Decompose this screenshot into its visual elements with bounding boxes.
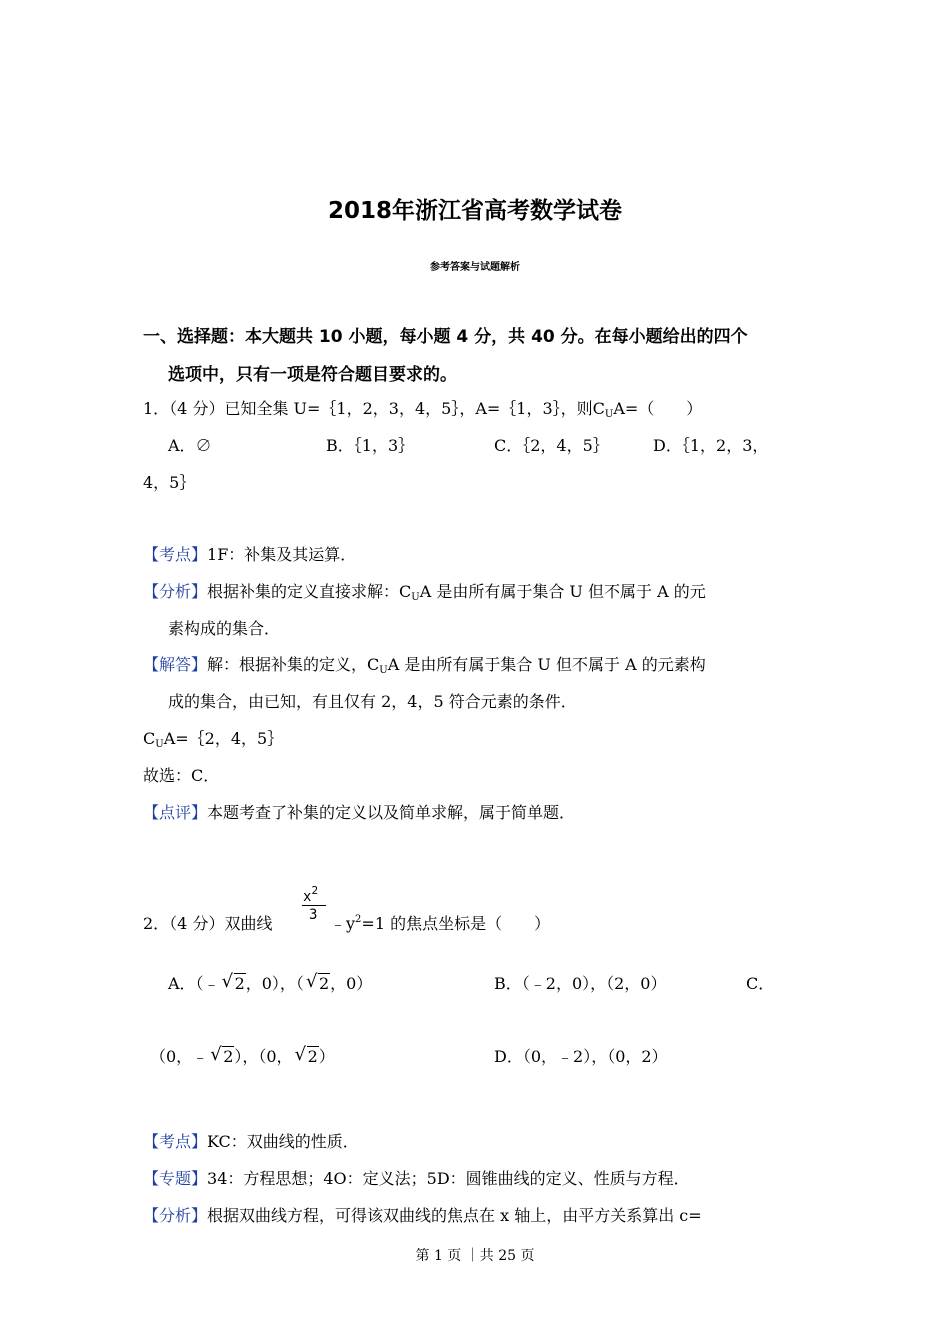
q2-stem-b: $﹣y^2=1$ 的焦点坐标是（ ） — [330, 914, 551, 933]
sqrt-expression: √ 2 — [305, 971, 330, 993]
q1-jieda: 【解答】解：根据补集的定义，$C_UA$ 是由所有属于集合 U 但不属于 A 的元素构 — [143, 655, 706, 676]
q1-dianping: 【点评】本题考查了补集的定义以及简单求解，属于简单题． — [143, 803, 576, 822]
page-footer: 第 1 页 ｜共 25 页 — [415, 1248, 535, 1264]
q1-option-d: D．｛1，2，3， — [653, 436, 769, 455]
q2-stem-a: 2．（4 分）双曲线 — [143, 914, 273, 933]
q1-option-c: C．｛2，4，5｝ — [494, 436, 609, 455]
q2-option-d: D．（0，﹣2），（0，2） — [494, 1047, 668, 1066]
q2-fraction-denominator: 3 — [309, 907, 318, 923]
q2-option-a: A．（﹣ √ 2，0），（ √ 2，0） — [168, 971, 373, 993]
q1-option-a: A．∅ — [168, 436, 212, 455]
q1-fenxi: 【分析】根据补集的定义直接求解：$C_UA$ 是由所有属于集合 U 但不属于 A 的元 — [143, 582, 706, 603]
section-heading-line1: 一、选择题：本大题共 10 小题，每小题 4 分，共 40 分。在每小题给出的四个 — [143, 327, 748, 347]
q2-fenxi: 【分析】根据双曲线方程，可得该双曲线的焦点在 x 轴上，由平方关系算出 c= — [143, 1206, 702, 1225]
sqrt-expression: √ 2 — [210, 1044, 234, 1066]
paper-title: 2018年浙江省高考数学试卷 — [327, 198, 622, 224]
section-heading-line2: 选项中，只有一项是符合题目要求的。 — [168, 365, 457, 385]
q1-choice: 故选：C． — [143, 766, 220, 785]
q1-fenxi-line2: 素构成的集合． — [168, 619, 281, 638]
q1-result: $C_UA=\{2$，4，5｝ — [143, 729, 284, 750]
q2-fraction-numerator: $x^2$ — [303, 884, 319, 905]
q1-option-d-cont: 4，5｝ — [143, 473, 196, 492]
q1-jieda-line2: 成的集合，由已知，有且仅有 2，4，5 符合元素的条件． — [168, 692, 577, 711]
q1-stem: 1．（4 分）已知全集 U=｛1，2，3，4，5｝，A=｛1，3｝，则$C_UA=$（ ） — [143, 399, 703, 420]
paper-subtitle: 参考答案与试题解析 — [430, 262, 520, 273]
q2-zhuanti: 【专题】34：方程思想；4O：定义法；5D：圆锥曲线的定义、性质与方程． — [143, 1169, 690, 1188]
q2-kaodian: 【考点】KC：双曲线的性质． — [143, 1132, 359, 1151]
q2-fraction-bar — [302, 905, 326, 906]
q1-option-b: B．｛1，3｝ — [326, 436, 415, 455]
sqrt-expression: √ 2 — [294, 1044, 318, 1066]
q2-option-c-label: C． — [746, 974, 775, 993]
q2-option-c: （0，﹣ √ 2），（0， √ 2） — [150, 1044, 335, 1066]
q2-option-b: B．（﹣2，0），（2，0） — [494, 974, 667, 993]
q1-kaodian: 【考点】1F：补集及其运算． — [143, 545, 357, 564]
sqrt-expression: √ 2 — [221, 971, 245, 993]
